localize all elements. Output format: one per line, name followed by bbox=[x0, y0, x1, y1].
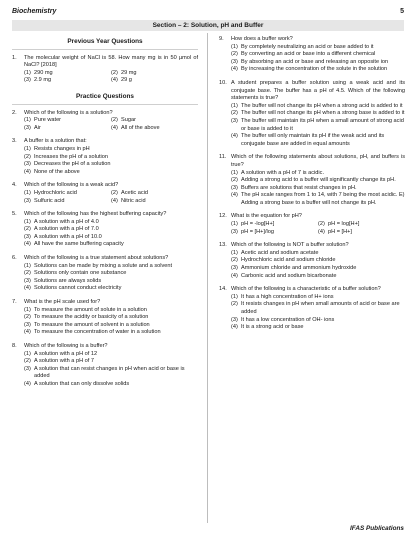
option-label: (2) bbox=[24, 153, 31, 160]
answer-options bbox=[219, 221, 405, 236]
answer-option bbox=[231, 170, 405, 178]
answer-option bbox=[231, 221, 318, 229]
answer-option bbox=[24, 234, 198, 242]
option-label: (1) bbox=[231, 249, 238, 256]
answer-option bbox=[231, 51, 405, 59]
page-header bbox=[12, 4, 404, 18]
answer-option bbox=[231, 133, 405, 148]
answer-options bbox=[12, 351, 198, 389]
option-label: (2) bbox=[24, 226, 31, 233]
left-column bbox=[12, 36, 198, 395]
answer-option bbox=[24, 226, 198, 234]
answer-option bbox=[24, 263, 198, 271]
option-text: Air bbox=[34, 124, 41, 131]
question-number: 9. bbox=[219, 36, 224, 42]
question-q4 bbox=[12, 182, 198, 205]
option-label: (2) bbox=[111, 189, 118, 196]
answer-option bbox=[24, 322, 198, 330]
question-stem bbox=[12, 211, 198, 219]
option-label: (2) bbox=[24, 270, 31, 277]
option-text: Ammonium chloride and ammonium hydroxide bbox=[241, 265, 357, 272]
option-text: By completely neutralizing an acid or base added to it bbox=[241, 43, 374, 50]
question-number: 11. bbox=[219, 154, 227, 161]
option-text: Buffers are solutions that resist changes in pH. bbox=[241, 184, 357, 191]
option-text: 2.9 mg bbox=[34, 77, 52, 84]
option-text: It is a strong acid or base bbox=[241, 324, 304, 331]
option-label: (4) bbox=[24, 241, 31, 248]
question-number: 13. bbox=[219, 242, 227, 249]
answer-option bbox=[231, 185, 405, 193]
answer-option bbox=[24, 169, 198, 177]
question-text: What is the equation for pH? bbox=[231, 213, 302, 220]
question-text: Which of the following is a characteristic of a buffer solution? bbox=[231, 286, 381, 293]
option-label: (2) bbox=[231, 177, 238, 184]
option-label: (1) bbox=[24, 189, 31, 196]
option-text: Increases the pH of a solution bbox=[34, 153, 109, 160]
question-number: 12. bbox=[219, 213, 227, 220]
option-label: (4) bbox=[231, 324, 238, 331]
option-text: A solution with a pH of 7 bbox=[34, 358, 95, 365]
option-text: Solutions only contain one substance bbox=[34, 270, 127, 277]
column-divider bbox=[207, 33, 208, 523]
option-label: (4) bbox=[24, 380, 31, 387]
option-text: A solution with a pH of 7 is acidic. bbox=[241, 169, 325, 176]
answer-option bbox=[24, 358, 198, 366]
answer-option bbox=[231, 250, 405, 258]
option-text: A solution with a pH of 12 bbox=[34, 350, 98, 357]
question-stem bbox=[12, 182, 198, 190]
option-label: (1) bbox=[24, 306, 31, 313]
option-label: (4) bbox=[231, 133, 238, 140]
option-label: (1) bbox=[24, 218, 31, 225]
answer-option bbox=[24, 314, 198, 322]
answer-option bbox=[24, 270, 198, 278]
option-label: (4) bbox=[111, 197, 118, 204]
option-label: (3) bbox=[231, 117, 238, 124]
question-q11 bbox=[219, 154, 405, 207]
question-q5 bbox=[12, 211, 198, 249]
question-q7 bbox=[12, 299, 198, 337]
question-stem bbox=[12, 55, 198, 70]
answer-options bbox=[12, 190, 198, 205]
question-q13 bbox=[219, 242, 405, 280]
option-text: To measure the concentration of water in a solution bbox=[34, 329, 161, 336]
question-text: Which of the following is a true statement about solutions? bbox=[24, 255, 169, 262]
option-label: (2) bbox=[231, 51, 238, 58]
question-stem bbox=[12, 110, 198, 118]
option-text: Carbonic acid and sodium bicarbonate bbox=[241, 272, 337, 279]
option-text: Pure water bbox=[34, 117, 62, 124]
answer-option bbox=[111, 125, 198, 133]
question-text: A buffer is a solution that: bbox=[24, 138, 87, 145]
question-q_pyq1 bbox=[12, 55, 198, 85]
option-label: (4) bbox=[24, 168, 31, 175]
option-label: (1) bbox=[231, 293, 238, 300]
answer-option bbox=[24, 278, 198, 286]
option-text: Acetic acid bbox=[121, 189, 149, 196]
option-label: (2) bbox=[231, 301, 238, 308]
section-title: Section – 2: Solution, pH and Buffer bbox=[152, 22, 264, 29]
question-text: Which of the following is a solution? bbox=[24, 109, 113, 116]
previous-year-heading: Previous Year Questions bbox=[12, 36, 198, 50]
option-text: Hydrochloric acid bbox=[34, 189, 77, 196]
option-text: It has a high concentration of H+ ions bbox=[241, 293, 334, 300]
answer-option bbox=[231, 324, 405, 332]
option-label: (1) bbox=[231, 102, 238, 109]
option-text: 29 g bbox=[121, 77, 132, 84]
question-stem bbox=[12, 138, 198, 146]
answer-option bbox=[231, 317, 405, 325]
question-q6 bbox=[12, 255, 198, 293]
option-text: By absorbing an acid or base and releasing an opposite ion bbox=[241, 58, 389, 65]
answer-option bbox=[231, 294, 405, 302]
option-text: Hydrochloric acid and sodium chloride bbox=[241, 257, 336, 264]
question-text: Which of the following has the highest buffering capacity? bbox=[24, 211, 167, 218]
answer-option bbox=[24, 161, 198, 169]
practice-questions-heading: Practice Questions bbox=[12, 91, 198, 105]
option-text: To measure the amount of solvent in a solution bbox=[34, 321, 150, 328]
answer-options bbox=[12, 70, 198, 85]
question-q8 bbox=[12, 343, 198, 389]
option-label: (4) bbox=[24, 285, 31, 292]
option-text: It resists changes in pH when small amounts of acid or base are added bbox=[241, 301, 400, 315]
option-text: The buffer will maintain its pH when a small amount of strong acid or base is added to it bbox=[241, 117, 404, 132]
option-text: Sugar bbox=[121, 117, 136, 124]
option-text: pH = -log[H+] bbox=[241, 221, 275, 228]
option-text: pH = [H+]/log bbox=[241, 228, 274, 235]
option-text: A solution that can resist changes in pH when acid or base is added bbox=[34, 365, 185, 380]
option-text: A solution with a pH of 4.0 bbox=[34, 218, 99, 225]
question-number: 14. bbox=[219, 286, 227, 293]
answer-option bbox=[24, 190, 111, 198]
question-q2 bbox=[12, 110, 198, 133]
option-label: (3) bbox=[231, 265, 238, 272]
option-text: The buffer will not change its pH when a strong base is added to it bbox=[241, 110, 405, 117]
question-stem bbox=[219, 242, 405, 250]
question-number: 6. bbox=[12, 255, 17, 262]
answer-option bbox=[231, 59, 405, 67]
option-label: (3) bbox=[24, 197, 31, 204]
answer-option bbox=[24, 125, 111, 133]
option-label: (4) bbox=[318, 228, 325, 235]
answer-option bbox=[24, 307, 198, 315]
question-stem bbox=[12, 299, 198, 307]
option-label: (2) bbox=[231, 110, 238, 117]
option-label: (2) bbox=[24, 358, 31, 365]
option-label: (4) bbox=[231, 192, 238, 199]
option-label: (4) bbox=[231, 66, 238, 73]
option-label: (3) bbox=[24, 161, 31, 168]
option-label: (4) bbox=[111, 124, 118, 131]
answer-option bbox=[231, 265, 405, 273]
answer-option bbox=[24, 70, 111, 78]
question-number: 2. bbox=[12, 109, 17, 116]
answer-option bbox=[231, 229, 318, 237]
answer-option bbox=[318, 229, 405, 237]
answer-options bbox=[12, 263, 198, 293]
option-text: To measure the acidity or basicity of a solution bbox=[34, 314, 149, 321]
answer-option bbox=[231, 44, 405, 52]
answer-option bbox=[24, 77, 111, 85]
question-text: The molecular weight of NaCl is 58. How many mg is in 50 µmol of NaCl? [2018] bbox=[24, 54, 198, 69]
option-label: (1) bbox=[231, 43, 238, 50]
option-text: Resists changes in pH bbox=[34, 145, 90, 152]
option-text: Decreases the pH of a solution bbox=[34, 161, 111, 168]
option-label: (1) bbox=[24, 262, 31, 269]
subject-title: Biochemistry bbox=[12, 7, 57, 15]
answer-option bbox=[231, 177, 405, 185]
answer-option bbox=[111, 198, 198, 206]
option-label: (4) bbox=[24, 329, 31, 336]
option-text: All of the above bbox=[121, 124, 160, 131]
question-text: How does a buffer work? bbox=[231, 36, 293, 42]
answer-option bbox=[231, 118, 405, 133]
option-text: 290 mg bbox=[34, 69, 53, 76]
option-label: (4) bbox=[111, 77, 118, 84]
right-column bbox=[219, 36, 405, 338]
question-number: 5. bbox=[12, 211, 17, 218]
answer-option bbox=[231, 192, 405, 207]
option-label: (3) bbox=[24, 365, 31, 372]
answer-option bbox=[24, 117, 111, 125]
answer-options bbox=[219, 294, 405, 332]
option-label: (3) bbox=[24, 233, 31, 240]
option-text: By converting an acid or base into a different chemical bbox=[241, 51, 376, 58]
option-text: Solutions cannot conduct electricity bbox=[34, 285, 122, 292]
option-label: (3) bbox=[231, 58, 238, 65]
answer-option bbox=[24, 329, 198, 337]
question-text: Which of the following statements about solutions, pH, and buffers is true? bbox=[231, 154, 405, 168]
question-stem bbox=[219, 213, 405, 221]
publisher-footer: IFAS Publications bbox=[350, 525, 404, 532]
option-text: The pH scale ranges from 1 to 14, with 7 being the most acidic. E) Adding a strong base to a buffer will not change its pH. bbox=[241, 192, 405, 206]
option-label: (3) bbox=[24, 321, 31, 328]
option-label: (3) bbox=[231, 228, 238, 235]
option-text: Acetic acid and sodium acetate bbox=[241, 249, 319, 256]
answer-option bbox=[111, 190, 198, 198]
answer-options bbox=[12, 219, 198, 249]
answer-options bbox=[12, 307, 198, 337]
question-text: Which of the following is a buffer? bbox=[24, 343, 108, 349]
option-text: A solution with a pH of 10.0 bbox=[34, 233, 102, 240]
question-stem bbox=[219, 154, 405, 169]
option-text: The buffer will not change its pH when a strong acid is added to it bbox=[241, 102, 403, 109]
section-title-band bbox=[12, 20, 404, 31]
answer-option bbox=[24, 241, 198, 249]
option-text: It has a low concentration of OH- ions bbox=[241, 316, 335, 323]
option-label: (2) bbox=[111, 69, 118, 76]
option-label: (1) bbox=[231, 169, 238, 176]
answer-options bbox=[12, 146, 198, 176]
question-q10 bbox=[219, 80, 405, 148]
answer-option bbox=[318, 221, 405, 229]
answer-option bbox=[231, 103, 405, 111]
option-text: 29 mg bbox=[121, 69, 137, 76]
option-text: pH = [H+] bbox=[328, 228, 352, 235]
question-stem bbox=[219, 286, 405, 294]
option-label: (2) bbox=[24, 314, 31, 321]
option-label: (1) bbox=[24, 145, 31, 152]
option-label: (3) bbox=[231, 184, 238, 191]
answer-option bbox=[24, 351, 198, 359]
option-label: (2) bbox=[111, 117, 118, 124]
question-text: What is the pH scale used for? bbox=[24, 299, 101, 306]
question-number: 8. bbox=[12, 343, 17, 349]
option-text: Adding a strong acid to a buffer will significantly change its pH. bbox=[241, 177, 396, 184]
answer-option bbox=[24, 154, 198, 162]
answer-options bbox=[219, 250, 405, 280]
question-stem bbox=[12, 255, 198, 263]
question-q14 bbox=[219, 286, 405, 332]
question-number: 3. bbox=[12, 138, 17, 145]
answer-option bbox=[24, 285, 198, 293]
answer-options bbox=[219, 44, 405, 74]
question-number: 10. bbox=[219, 79, 227, 86]
option-text: To measure the amount of solute in a solution bbox=[34, 306, 147, 313]
answer-options bbox=[219, 103, 405, 149]
option-label: (3) bbox=[24, 124, 31, 131]
question-text: A student prepares a buffer solution using a weak acid and its conjugate base. The buffer has a pH of 4.5. Which of the following statements is true? bbox=[231, 79, 405, 102]
answer-option bbox=[231, 257, 405, 265]
option-label: (3) bbox=[24, 77, 31, 84]
option-text: A solution with a pH of 7.0 bbox=[34, 226, 99, 233]
question-text: Which of the following is a weak acid? bbox=[24, 182, 119, 189]
answer-option bbox=[231, 110, 405, 118]
option-label: (1) bbox=[24, 69, 31, 76]
answer-option bbox=[231, 66, 405, 74]
answer-option bbox=[24, 146, 198, 154]
option-label: (1) bbox=[231, 221, 238, 228]
question-q3 bbox=[12, 138, 198, 176]
answer-option bbox=[111, 70, 198, 78]
option-text: Sulfuric acid bbox=[34, 197, 65, 204]
answer-option bbox=[231, 273, 405, 281]
option-text: By increasing the concentration of the solute in the solution bbox=[241, 66, 388, 73]
option-text: pH = log[H+] bbox=[328, 221, 360, 228]
option-label: (2) bbox=[318, 221, 325, 228]
answer-options bbox=[12, 117, 198, 132]
answer-option bbox=[24, 366, 198, 381]
answer-option bbox=[111, 77, 198, 85]
option-text: Solutions can be made by mixing a solute and a solvent bbox=[34, 262, 173, 269]
option-label: (1) bbox=[24, 350, 31, 357]
option-label: (1) bbox=[24, 117, 31, 124]
question-number: 4. bbox=[12, 182, 17, 189]
question-text: Which of the following is NOT a buffer solution? bbox=[231, 242, 349, 249]
answer-option bbox=[111, 117, 198, 125]
page-number: 5 bbox=[400, 7, 404, 15]
answer-options bbox=[219, 170, 405, 208]
option-text: All have the same buffering capacity bbox=[34, 241, 124, 248]
option-text: None of the above bbox=[34, 168, 80, 175]
question-q9 bbox=[219, 36, 405, 74]
option-text: The buffer will only maintain its pH if the weak acid and its conjugate base are added in equal amounts bbox=[241, 133, 385, 147]
question-number: 7. bbox=[12, 299, 17, 306]
question-q12 bbox=[219, 213, 405, 236]
option-label: (2) bbox=[231, 257, 238, 264]
answer-option bbox=[24, 198, 111, 206]
option-text: A solution that can only dissolve solids bbox=[34, 380, 130, 387]
answer-option bbox=[24, 381, 198, 389]
option-label: (3) bbox=[231, 316, 238, 323]
answer-option bbox=[24, 219, 198, 227]
option-text: Nitric acid bbox=[121, 197, 146, 204]
question-number: 1. bbox=[12, 54, 17, 61]
answer-option bbox=[231, 301, 405, 316]
option-label: (3) bbox=[24, 277, 31, 284]
question-stem bbox=[219, 36, 405, 44]
option-label: (4) bbox=[231, 272, 238, 279]
question-stem bbox=[219, 80, 405, 103]
option-text: Solutions are always solids bbox=[34, 277, 102, 284]
question-stem bbox=[12, 343, 198, 351]
